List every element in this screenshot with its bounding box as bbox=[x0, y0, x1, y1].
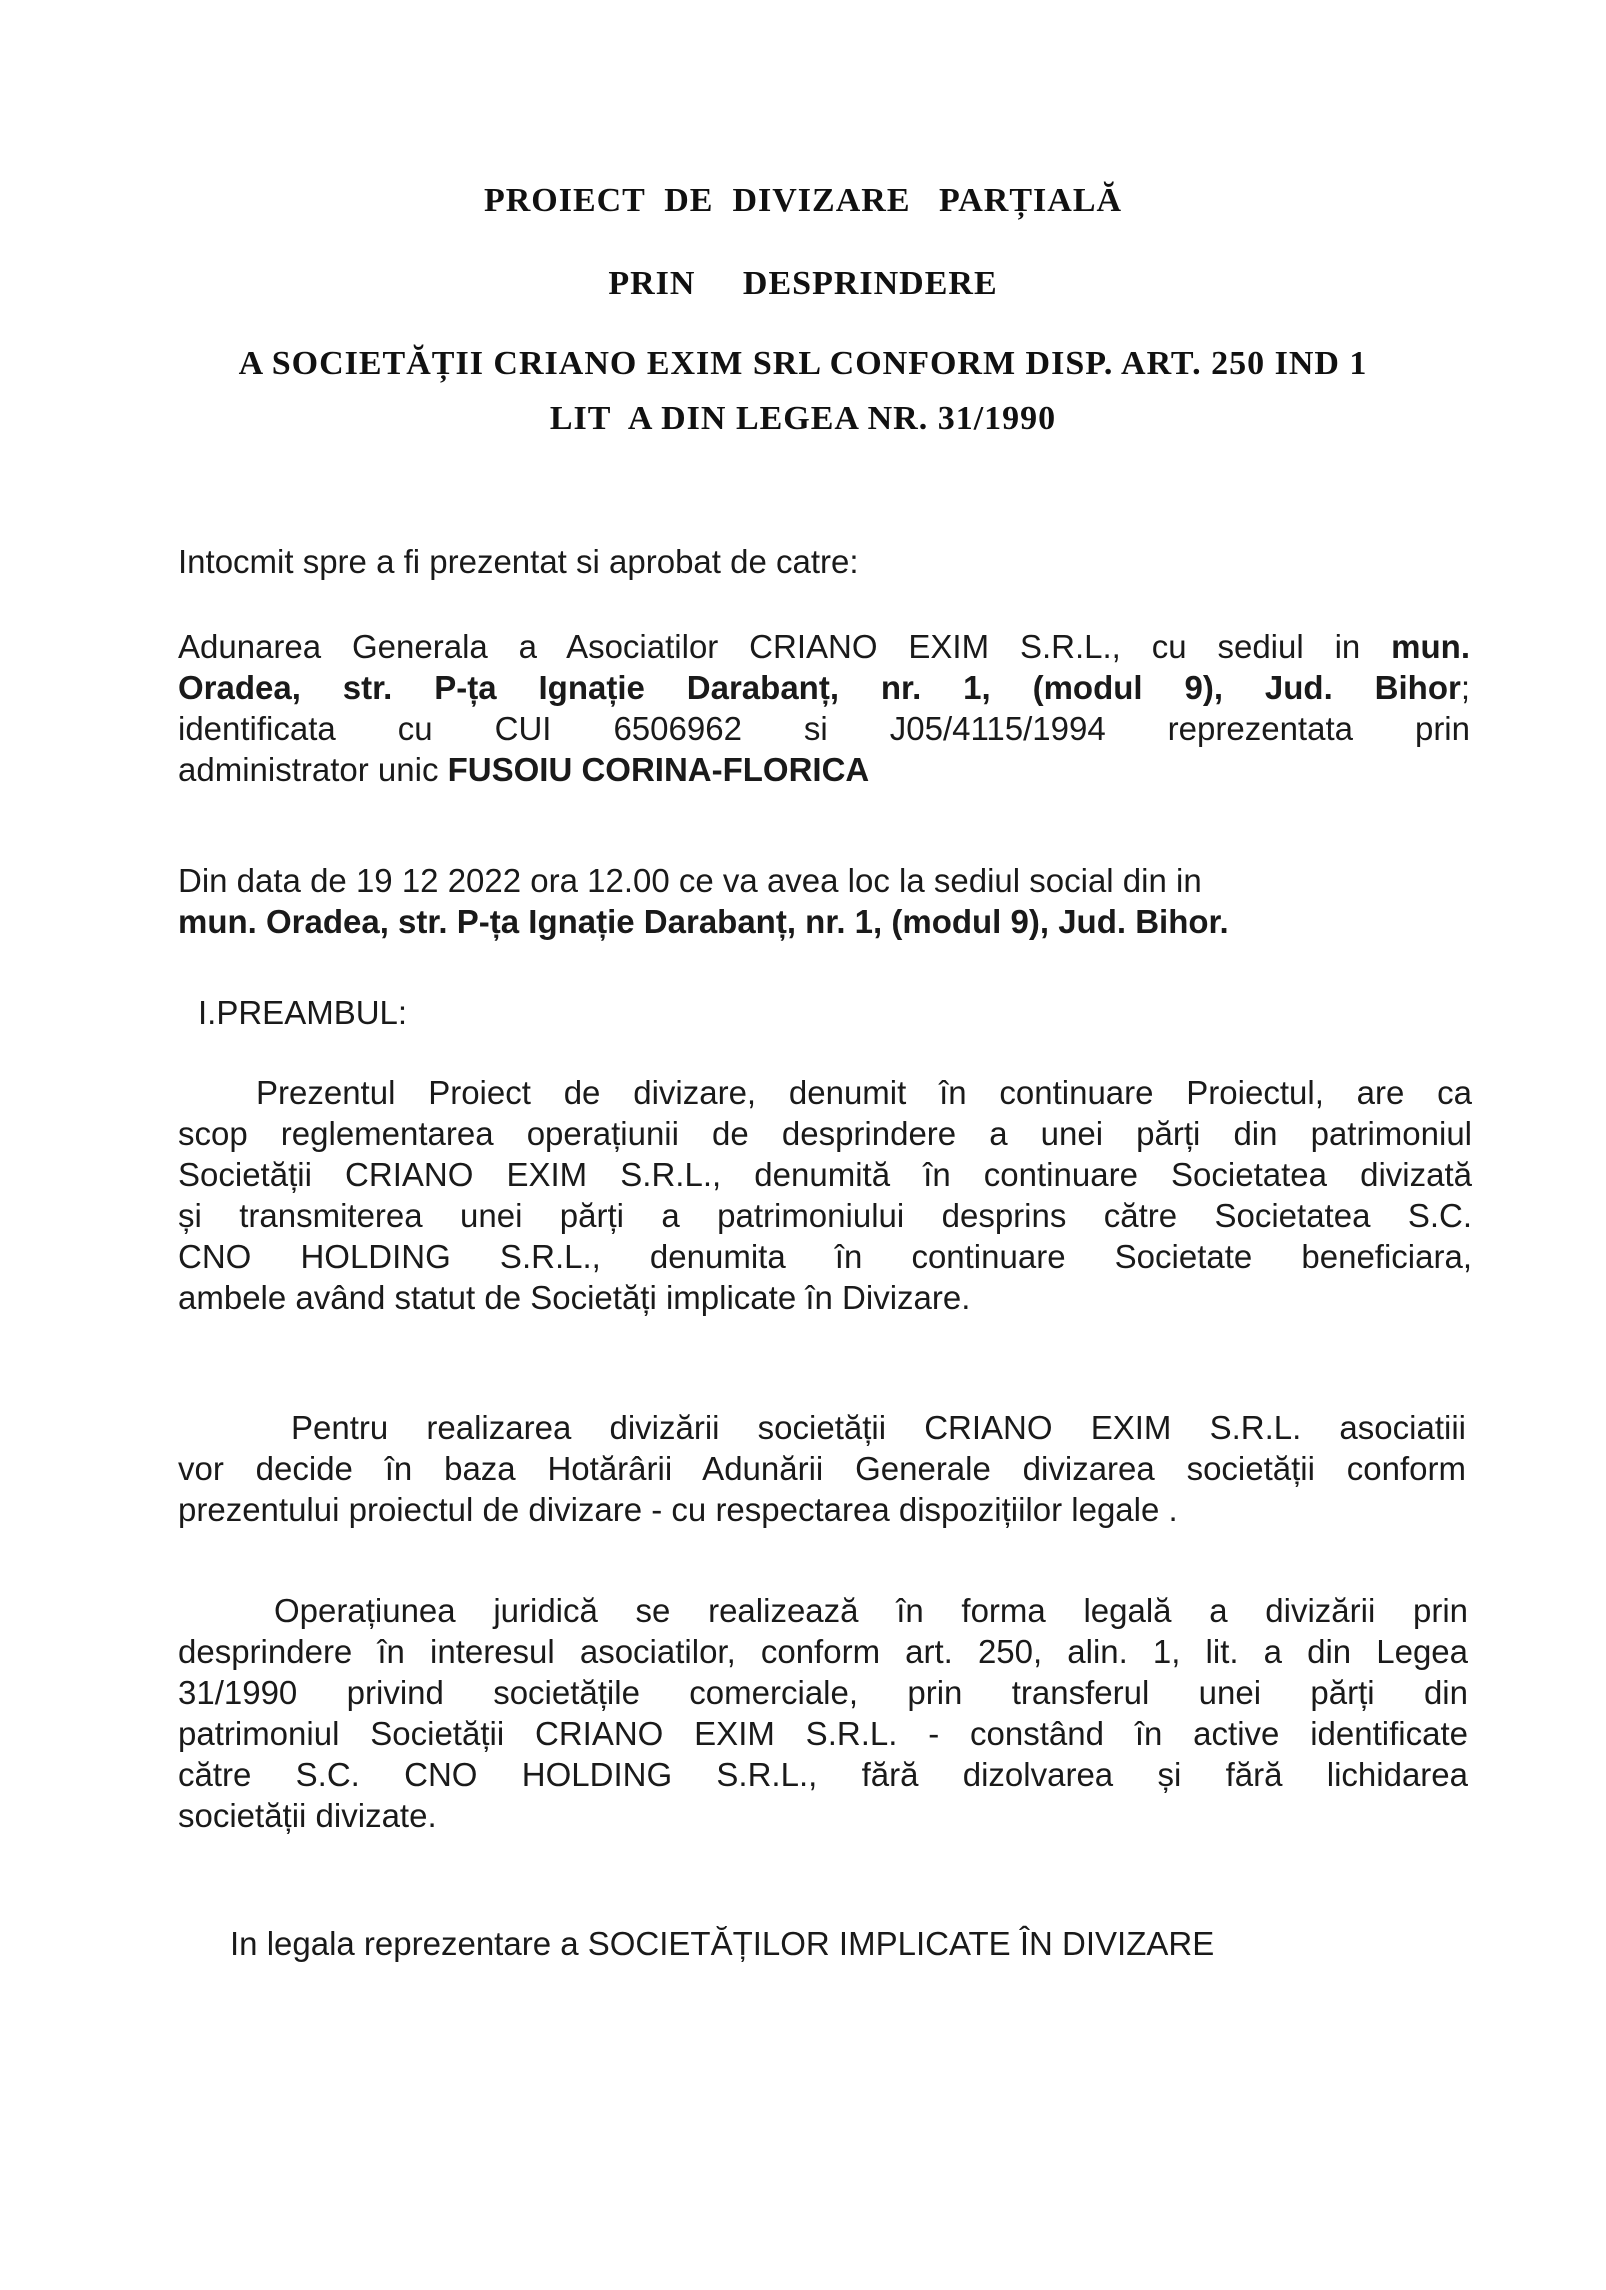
intro-line: Intocmit spre a fi prezentat si aprobat de catre: bbox=[178, 543, 859, 580]
document-title-line-3: A SOCIETĂȚII CRIANO EXIM SRL CONFORM DISP. ART. 250 IND 1 bbox=[238, 345, 1368, 382]
preambul-heading: I.PREAMBUL: bbox=[198, 994, 408, 1031]
meeting-line-1: Din data de 19 12 2022 ora 12.00 ce va avea loc la sediul social din in bbox=[178, 862, 1202, 899]
paragraph-1-line: Prezentul Proiect de divizare, denumit în continuare Proiectul, are ca bbox=[256, 1074, 1472, 1111]
preambul-paragraph-3 bbox=[178, 1590, 1468, 1836]
company-line-2 bbox=[178, 667, 1470, 708]
company-block bbox=[178, 626, 1470, 790]
closing-line: In legala reprezentare a SOCIETĂȚILOR IMPLICATE ÎN DIVIZARE bbox=[230, 1925, 1215, 1962]
administrator-label: administrator unic bbox=[178, 751, 448, 788]
company-line-3: identificata cu CUI 6506962 si J05/4115/1994 reprezentata prin bbox=[178, 710, 1470, 747]
paragraph-3-line: desprindere în interesul asociatilor, conform art. 250, alin. 1, lit. a din Legea bbox=[178, 1633, 1468, 1670]
paragraph-2-line: prezentului proiectul de divizare - cu respectarea dispozițiilor legale . bbox=[178, 1491, 1178, 1528]
preambul-paragraph-2 bbox=[178, 1407, 1466, 1530]
intro-text bbox=[178, 541, 1468, 582]
document-title-line-1: PROIECT DE DIVIZARE PARȚIALĂ bbox=[483, 182, 1123, 219]
paragraph-1-line: scop reglementarea operațiunii de desprindere a unei părți din patrimoniul bbox=[178, 1115, 1472, 1152]
document-title-line-4: LIT A DIN LEGEA NR. 31/1990 bbox=[549, 400, 1057, 437]
paragraph-3-line: Operațiunea juridică se realizează în forma legală a divizării prin bbox=[274, 1592, 1468, 1629]
closing-block bbox=[230, 1923, 1490, 1964]
meeting-block bbox=[178, 860, 1470, 942]
paragraph-1-line: și transmiterea unei părți a patrimoniului desprins către Societatea S.C. bbox=[178, 1197, 1472, 1234]
company-line-1 bbox=[178, 626, 1470, 667]
document-title-line-2: PRIN DESPRINDERE bbox=[608, 265, 998, 302]
paragraph-2-line: vor decide în baza Hotărârii Adunării Generale divizarea societății conform bbox=[178, 1450, 1466, 1487]
paragraph-1-line: Societății CRIANO EXIM S.R.L., denumită în continuare Societatea divizată bbox=[178, 1156, 1472, 1193]
administrator-name: FUSOIU CORINA-FLORICA bbox=[447, 751, 870, 788]
company-line-1-text: Adunarea Generala a Asociatilor CRIANO EXIM S.R.L., cu sediul in bbox=[178, 628, 1392, 665]
paragraph-3-line: 31/1990 privind societățile comerciale, prin transferul unei părți din bbox=[178, 1674, 1468, 1711]
meeting-address-bold: mun. Oradea, str. P-ța Ignație Darabanț, nr. 1, (modul 9), Jud. Bihor. bbox=[178, 903, 1229, 940]
paragraph-3-line: către S.C. CNO HOLDING S.R.L., fără dizolvarea și fără lichidarea bbox=[178, 1756, 1468, 1793]
paragraph-3-line: patrimoniul Societății CRIANO EXIM S.R.L. - constând în active identificate bbox=[178, 1715, 1468, 1752]
section-heading bbox=[198, 992, 407, 1033]
company-line-4 bbox=[178, 749, 1470, 790]
paragraph-1-line: ambele având statut de Societăți implicate în Divizare. bbox=[178, 1279, 971, 1316]
company-line-1-bold: mun. bbox=[1391, 628, 1470, 665]
company-address-bold: Oradea, str. P-ța Ignație Darabanț, nr. 1, (modul 9), Jud. Bihor bbox=[178, 669, 1461, 706]
preambul-paragraph-1 bbox=[178, 1072, 1472, 1318]
company-line-2-tail: ; bbox=[1460, 669, 1470, 706]
paragraph-3-line: societății divizate. bbox=[178, 1797, 437, 1834]
paragraph-1-line: CNO HOLDING S.R.L., denumita în continuare Societate beneficiara, bbox=[178, 1238, 1472, 1275]
paragraph-2-line: Pentru realizarea divizării societății CRIANO EXIM S.R.L. asociatiii bbox=[291, 1409, 1466, 1446]
